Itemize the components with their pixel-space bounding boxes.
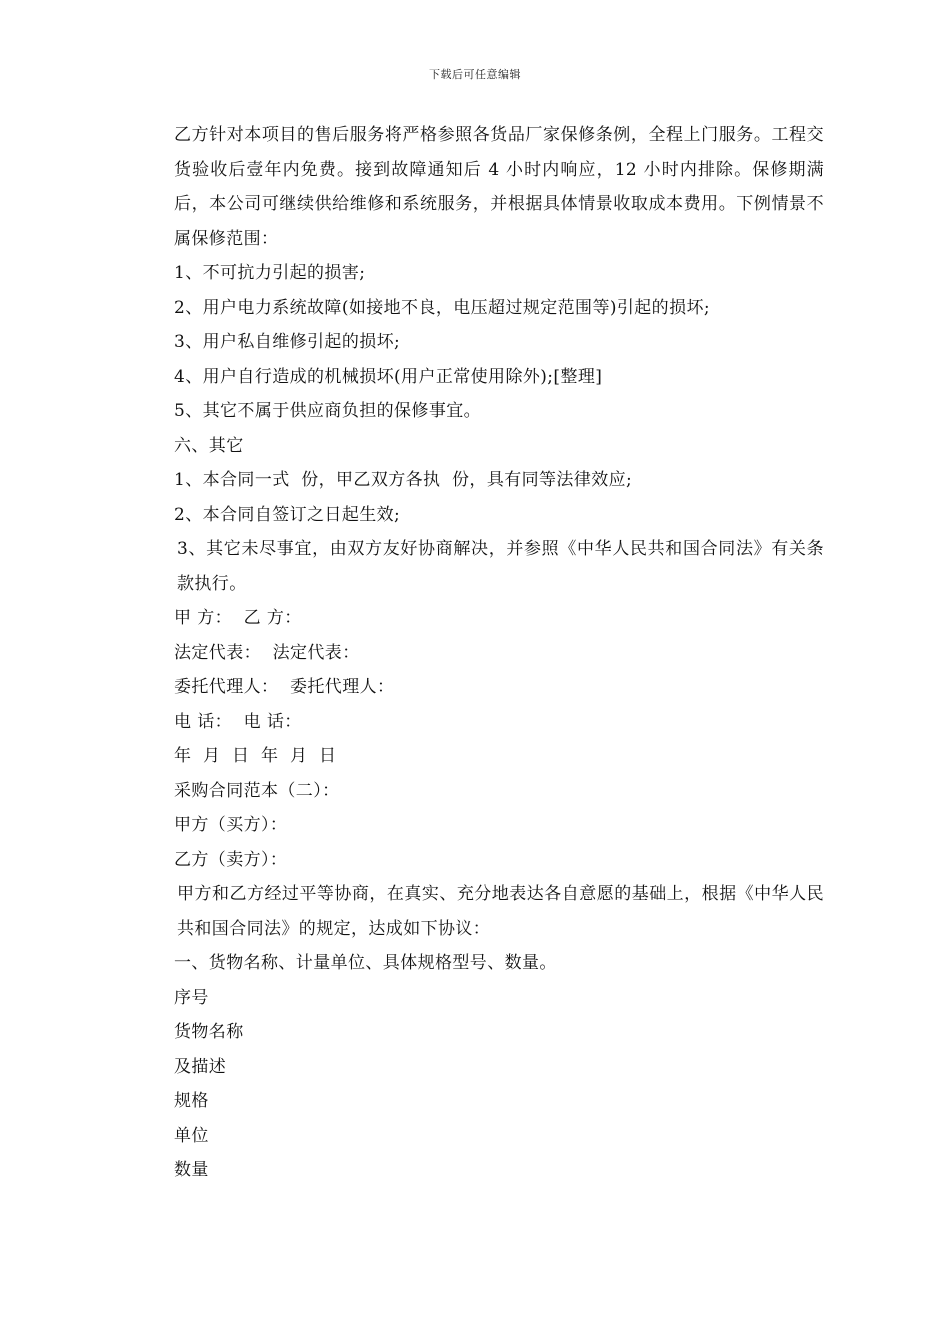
document-body — [144, 118, 824, 1188]
paragraph-other-2: 2、本合同自签订之日起生效; — [174, 504, 401, 525]
signature-date-line: 年 月 日 年 月 日 — [174, 746, 337, 766]
column-label-quantity: 数量 — [174, 1160, 209, 1180]
column-label-goods-name: 货物名称 — [174, 1022, 244, 1042]
paragraph-other-1: 1、本合同一式 份，甲乙双方各执 份，具有同等法律效应; — [174, 470, 633, 490]
section-heading-other: 六、其它 — [174, 435, 244, 456]
paragraph-after-sales-service: 乙方针对本项目的售后服务将严格参照各货品厂家保修条例，全程上门服务。工程交货验收后壹年内免费。接到故障通知后 4 小时内响应，12 小时内排除。保修期满后，本公司可继续供给维修和系统服务，并根据具体情景收取成本费用。下例情景不属保修范围： — [174, 125, 824, 249]
column-label-unit: 单位 — [174, 1125, 209, 1146]
paragraph-exclusion-3: 3、用户私自维修引起的损坏; — [174, 332, 401, 352]
paragraph-other-3: 3、其它未尽事宜，由双方友好协商解决，并参照《中华人民共和国合同法》有关条款执行。 — [177, 539, 824, 594]
signature-legal-rep-line: 法定代表： 法定代表： — [174, 642, 360, 663]
party-b-seller: 乙方（卖方）： — [174, 849, 288, 870]
party-a-buyer: 甲方（买方）： — [174, 815, 288, 835]
column-label-spec: 规格 — [174, 1091, 209, 1111]
paragraph-exclusion-2: 2、用户电力系统故障(如接地不良，电压超过规定范围等)引起的损坏; — [174, 297, 711, 318]
signature-agent-line: 委托代理人： 委托代理人： — [174, 677, 395, 697]
page-header-note: 下载后可任意编辑 — [429, 68, 521, 81]
signature-party-line: 甲 方： 乙 方： — [174, 608, 302, 628]
column-label-serial: 序号 — [174, 987, 209, 1008]
agreement-preamble: 甲方和乙方经过平等协商，在真实、充分地表达各自意愿的基础上，根据《中华人民共和国合同法》的规定，达成如下协议： — [177, 884, 824, 939]
section-heading-goods: 一、货物名称、计量单位、具体规格型号、数量。 — [174, 953, 557, 973]
column-label-description: 及描述 — [174, 1056, 227, 1077]
signature-phone-line: 电 话： 电 话： — [174, 711, 302, 732]
template-title-two: 采购合同范本（二）： — [174, 780, 340, 801]
paragraph-exclusion-1: 1、不可抗力引起的损害; — [174, 263, 366, 283]
paragraph-exclusion-4: 4、用户自行造成的机械损坏(用户正常使用除外);[整理] — [174, 366, 603, 387]
paragraph-exclusion-5: 5、其它不属于供应商负担的保修事宜。 — [174, 401, 482, 421]
